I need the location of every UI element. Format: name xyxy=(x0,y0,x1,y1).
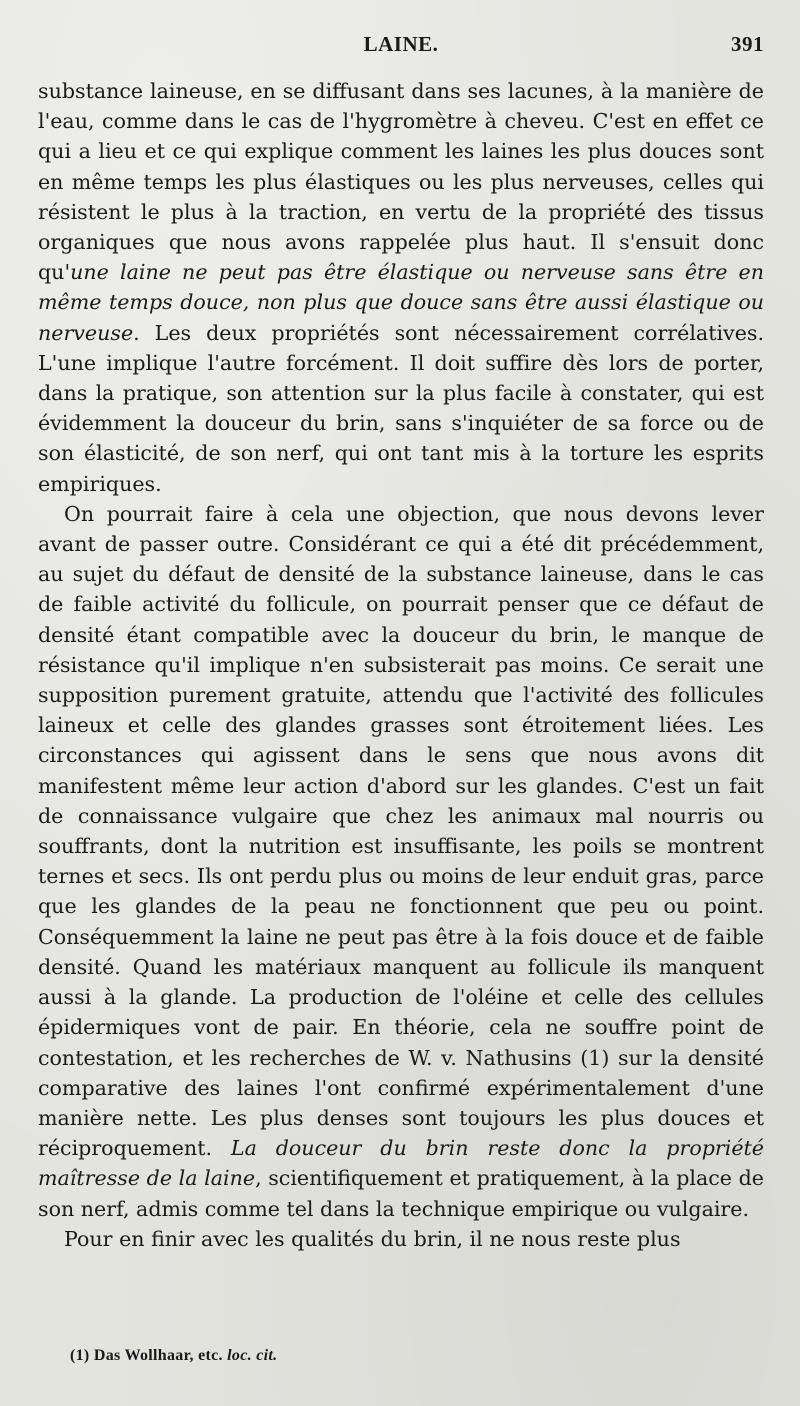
paragraph-1-italic-segment: une laine ne peut pas être élastique ou nerveuse sans être en même temps douce, non plus que douce sans être aussi élastique ou nerveuse xyxy=(38,260,764,345)
paragraph-3-segment-1: Pour en finir avec les qualités du brin, il ne nous reste plus xyxy=(64,1226,681,1251)
footnote-marker: (1) xyxy=(70,1347,90,1364)
footnote xyxy=(70,1347,764,1365)
paragraph-1-segment-3: . Les deux propriétés sont nécessairement corrélatives. L'une implique l'autre forcément. Il doit suffire dès lors de porter, dans la pratique, son attention sur la plus facile à constater, qui est évidemment la douceur du brin, sans s'inquiéter de sa force ou de son élasticité, de son nerf, qui ont tant mis à la torture les esprits empiriques. xyxy=(38,320,764,496)
paragraph-3 xyxy=(38,1224,764,1254)
footnote-reference: loc. cit. xyxy=(227,1347,278,1364)
paragraph-2-italic-segment: La douceur du brin reste donc la propriété maîtresse de la laine xyxy=(38,1136,764,1191)
running-head xyxy=(38,28,764,60)
running-title: LAINE. xyxy=(363,32,439,56)
paragraph-1 xyxy=(38,76,764,499)
paragraph-1-segment-1: substance laineuse, en se diffusant dans ses lacunes, à la manière de l'eau, comme dans le cas de l'hygromètre à cheveu. C'est en effet ce qui a lieu et ce qui explique comment les laines les plus douces sont en même temps les plus élastiques ou les plus nerveuses, celles qui résistent le plus à la traction, en vertu de la propriété des tissus organiques que nous avons rappelée plus haut. Il s'ensuit donc qu' xyxy=(38,79,764,285)
footnote-text: Das Wollhaar, etc. xyxy=(93,1347,223,1364)
paragraph-2-segment-1: On pourrait faire à cela une objection, que nous devons lever avant de passer outre. Considérant ce qui a été dit précédemment, au sujet du défaut de densité de la substance laineuse, dans le cas de faible activité du follicule, on pourrait penser que ce défaut de densité étant compatible avec la douceur du brin, le manque de résistance qu'il implique n'en subsisterait pas moins. Ce serait une supposition purement gratuite, attendu que l'activité des follicules laineux et celle des glandes grasses sont étroitement liées. Les circonstances qui agissent dans le sens que nous avons dit manifestent même leur action d'abord sur les glandes. C'est un fait de connaissance vulgaire que chez les animaux mal nourris ou souffrants, dont la nutrition est insuffisante, les poils se montrent ternes et secs. Ils ont perdu plus ou moins de leur enduit gras, parce que les glandes de la peau ne fonctionnent que peu ou point. Conséquemment la laine ne peut pas être à la fois douce et de faible densité. Quand les matériaux manquent au follicule ils manquent aussi à la glande. La production de l'oléine et celle des cellules épidermiques vont de pair. En théorie, cela ne souffre point de contestation, et les recherches de W. v. Nathusins (1) sur la densité comparative des laines l'ont confirmé expérimentalement d'une manière nette. Les plus denses sont toujours les plus douces et réciproquement. xyxy=(38,501,764,1161)
paragraph-2 xyxy=(38,499,764,1224)
body-text xyxy=(38,76,764,1254)
paragraph-2-segment-3: , scientifiquement et pratiquement, à la place de son nerf, admis comme tel dans la technique empirique ou vulgaire. xyxy=(38,1166,764,1221)
page-number: 391 xyxy=(731,32,764,56)
